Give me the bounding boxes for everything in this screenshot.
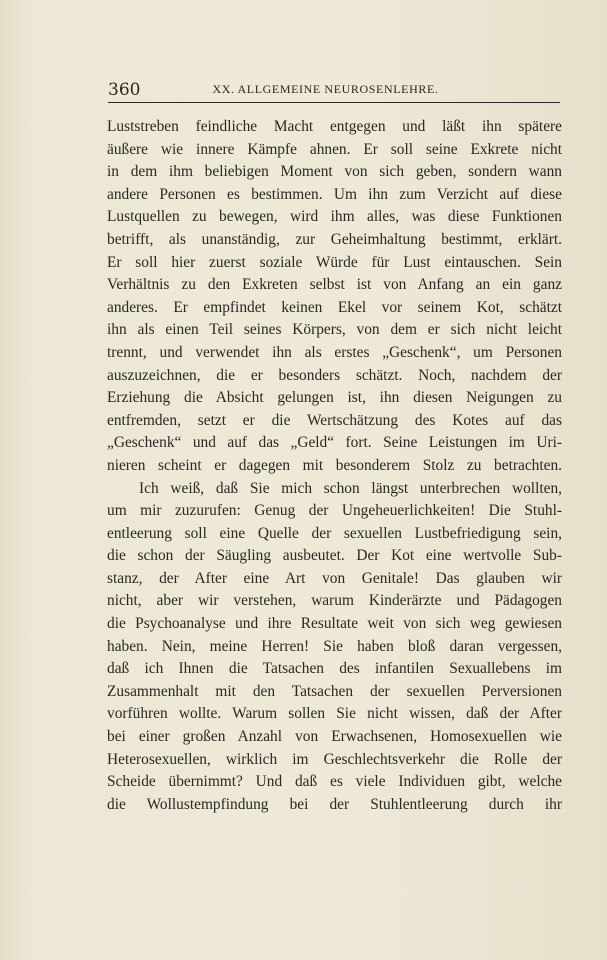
text-line: die schon der Säugling ausbeutet. Der Kot eine wertvolle Sub- <box>107 547 562 565</box>
text-line: Lustquellen zu bewegen, wird ihm alles, was diese Funktionen <box>107 208 562 226</box>
text-line: Scheide übernimmt? Und daß es viele Individuen gibt, welche <box>107 773 562 791</box>
text-line: vorführen wollte. Warum sollen Sie nicht wissen, daß der After <box>107 705 562 723</box>
text-line: entleerung soll eine Quelle der sexuellen Lustbefriedigung sein, <box>107 524 562 542</box>
text-line: äußere wie innere Kämpfe ahnen. Er soll seine Exkrete nicht <box>107 140 562 158</box>
text-line: anderes. Er empfindet keinen Ekel vor seinem Kot, schätzt <box>107 298 562 316</box>
text-line: daß ich Ihnen die Tatsachen des infantilen Sexuallebens im <box>107 660 562 678</box>
text-line: nicht, aber wir verstehen, warum Kinderärzte und Pädagogen <box>107 592 562 610</box>
text-line: ihn als einen Teil seines Körpers, von dem er sich nicht leicht <box>107 321 562 339</box>
running-title: XX. ALLGEMEINE NEUROSENLEHRE. <box>212 82 439 96</box>
text-line: stanz, der After eine Art von Genitale! Das glauben wir <box>107 569 562 587</box>
text-line: Heterosexuellen, wirklich im Geschlechtsverkehr die Rolle der <box>107 750 562 768</box>
text-line: Verhältnis zu den Exkreten selbst ist von Anfang an ein ganz <box>107 276 562 294</box>
page-header <box>108 78 560 103</box>
text-line: trennt, und verwendet ihn als erstes „Geschenk“, um Personen <box>107 343 562 361</box>
text-line: haben. Nein, meine Herren! Sie haben bloß daran vergessen, <box>107 637 562 655</box>
body-text <box>107 116 562 816</box>
text-line: Luststreben feindliche Macht entgegen und läßt ihn spätere <box>107 118 562 135</box>
text-line: die Psychoanalyse und ihre Resultate weit von sich weg gewiesen <box>107 615 562 633</box>
page-number: 360 <box>108 80 141 100</box>
text-line: die Wollustempfindung bei der Stuhlentleerung durch ihr <box>107 795 562 813</box>
text-line: „Geschenk“ und auf das „Geld“ fort. Seine Leistungen im Uri- <box>107 434 562 452</box>
text-line: Zusammenhalt mit den Tatsachen der sexuellen Perversionen <box>107 682 562 700</box>
paragraph-first-line: Ich weiß, daß Sie mich schon längst unterbrechen wollten, <box>139 479 562 497</box>
text-line: in dem ihm beliebigen Moment von sich geben, sondern wann <box>107 163 562 181</box>
text-line: Er soll hier zuerst soziale Würde für Lust eintauschen. Sein <box>107 253 562 271</box>
text-line: Erziehung die Absicht gelungen ist, ihn diesen Neigungen zu <box>107 389 562 407</box>
text-line: auszuzeichnen, die er besonders schätzt. Noch, nachdem der <box>107 366 562 384</box>
paragraph-last-line: nieren scheint er dagegen mit besonderem Stolz zu betrachten. <box>107 456 562 474</box>
text-line: um mir zuzurufen: Genug der Ungeheuerlichkeiten! Die Stuhl- <box>107 502 562 520</box>
text-line: betrifft, als unanständig, zur Geheimhaltung bestimmt, erklärt. <box>107 230 562 248</box>
text-line: bei einer großen Anzahl von Erwachsenen, Homosexuellen wie <box>107 728 562 746</box>
text-line: andere Personen es bestimmen. Um ihn zum Verzicht auf diese <box>107 185 562 203</box>
text-line: entfremden, setzt er die Wertschätzung des Kotes auf das <box>107 411 562 429</box>
